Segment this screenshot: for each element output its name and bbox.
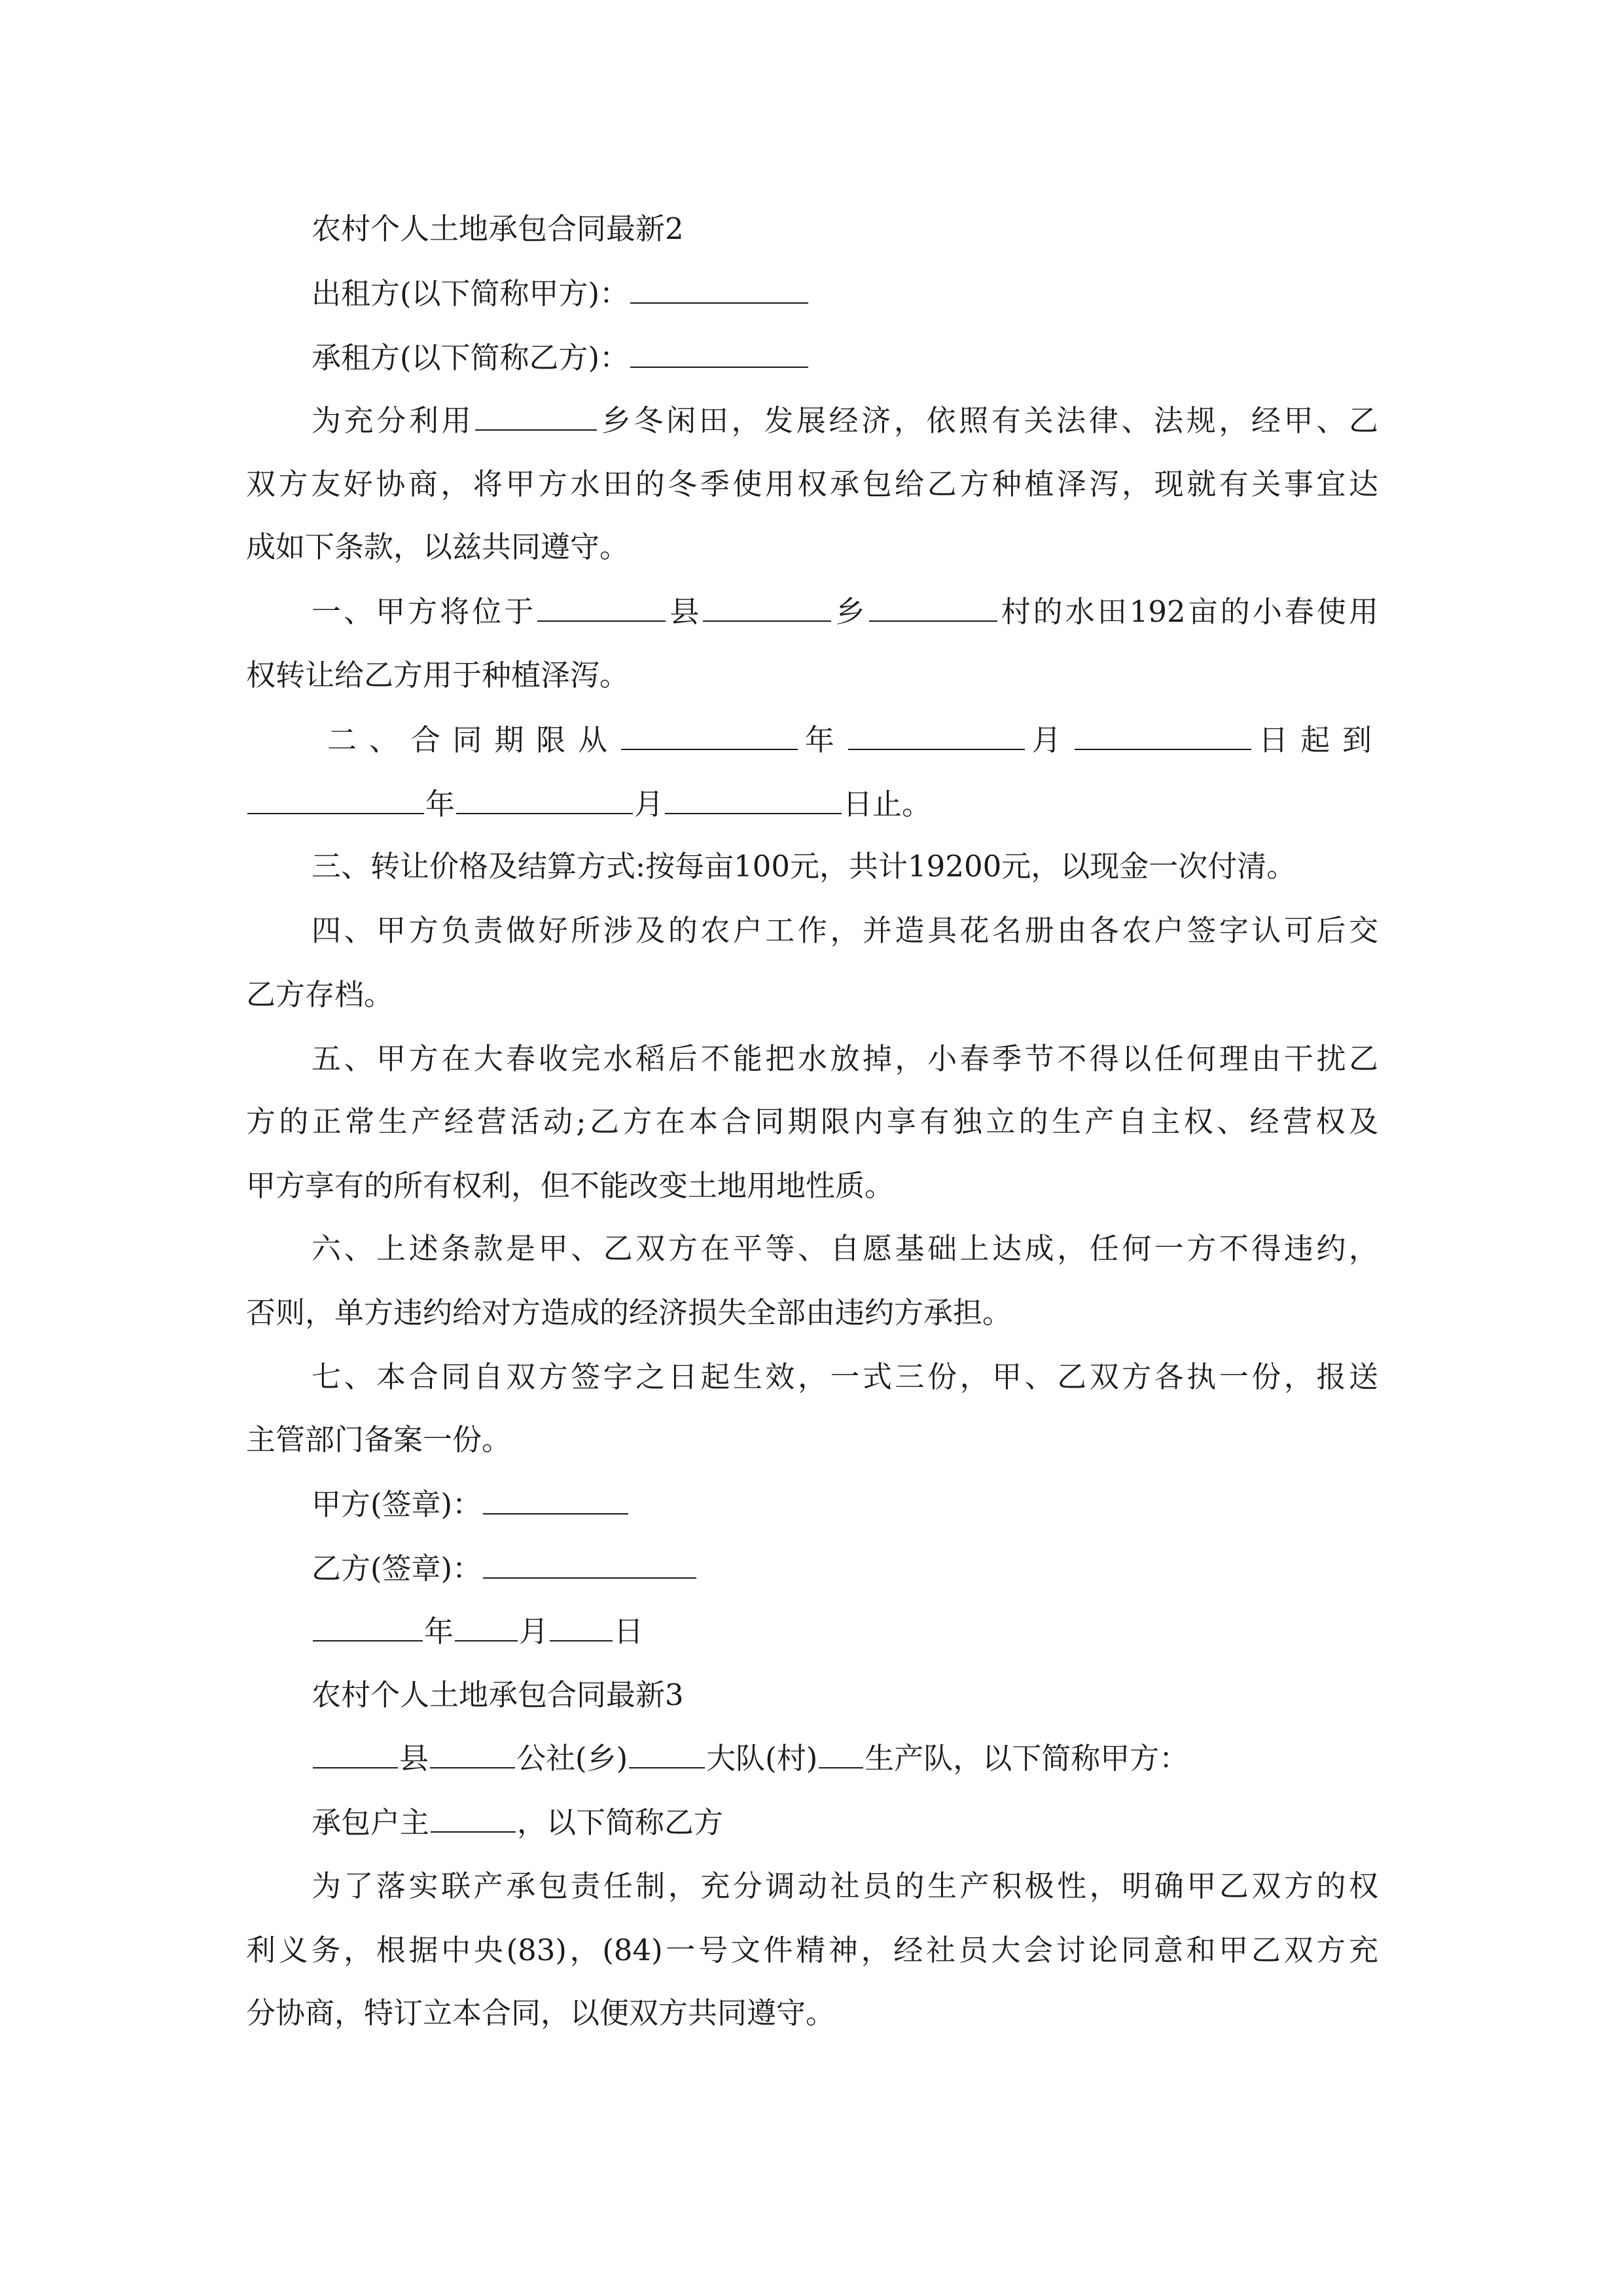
sign-b-label: 乙方(签章)： (312, 1551, 482, 1586)
intro-line-3: 分协商，特订立本合同，以便双方共同遵守。 (246, 1996, 836, 2030)
date-year-blank[interactable] (313, 1611, 423, 1641)
clause-2-line-2: 年 月 日止。 (246, 784, 1378, 824)
lessee-line (312, 338, 1378, 378)
lessee-blank[interactable] (630, 338, 808, 368)
section-3-header: 县 公社(乡) 大队(村) 生产队，以下简称甲方： (312, 1738, 1378, 1778)
sign-a-line (312, 1484, 1378, 1524)
clause-6-line-1: 六、上述条款是甲、乙双方在平等、自愿基础上达成，任何一方不得违约， (312, 1231, 1378, 1266)
clause-7-line-1: 七、本合同自双方签字之日起生效，一式三份，甲、乙双方各执一份，报送 (312, 1359, 1378, 1394)
team-blank[interactable] (819, 1738, 863, 1768)
intro-line-1: 为了落实联产承包责任制，充分调动社员的生产积极性，明确甲乙双方的权 (312, 1869, 1378, 1903)
clause-5-line-1: 五、甲方在大春收完水稻后不能把水放掉，小春季节不得以任何理由干扰乙 (312, 1041, 1378, 1076)
clause-4-line-2: 乙方存档。 (246, 977, 394, 1012)
clause-2-line-1: 二、合同期限从 年 月 日起到 (327, 720, 1378, 760)
end-day-blank[interactable] (665, 784, 842, 814)
sign-b-blank[interactable] (483, 1549, 696, 1579)
lessor-blank[interactable] (630, 274, 808, 304)
date-day-blank[interactable] (550, 1611, 613, 1641)
county-blank[interactable] (537, 592, 666, 622)
contractor-blank[interactable] (431, 1803, 516, 1833)
section-3-title: 农村个人土地承包合同最新3 (312, 1677, 684, 1712)
sign-a-blank[interactable] (483, 1484, 628, 1515)
date-line: 年 月 日 (312, 1611, 1378, 1651)
lessee-label: 承租方(以下简称乙方)： (312, 340, 630, 375)
preamble-line-1: 为充分利用 乡冬闲田，发展经济，依照有关法律、法规，经甲、乙 (312, 401, 1378, 440)
date-month-blank[interactable] (455, 1611, 518, 1641)
start-day-blank[interactable] (1075, 720, 1251, 750)
clause-1-line-2: 权转让给乙方用于种植泽泻。 (246, 658, 630, 692)
commune-blank[interactable] (430, 1738, 515, 1768)
section-title: 农村个人土地承包合同最新2 (312, 211, 684, 246)
preamble-line-3: 成如下条款，以兹共同遵守。 (246, 529, 630, 564)
town-blank[interactable] (703, 592, 831, 622)
clause-5-line-3: 甲方享有的所有权利，但不能改变土地用地性质。 (246, 1168, 895, 1203)
sign-b-line (312, 1549, 1378, 1588)
county-name-blank[interactable] (313, 1738, 398, 1768)
lessor-label: 出租方(以下简称甲方)： (312, 276, 630, 311)
village-blank[interactable] (869, 592, 997, 622)
clause-1-line-1: 一、甲方将位于 县 乡 村的水田192亩的小春使用 (312, 592, 1378, 632)
clause-7-line-2: 主管部门备案一份。 (246, 1422, 512, 1457)
contractor-line: 承包户主 ，以下简称乙方 (312, 1803, 1378, 1842)
preamble-line-2: 双方友好协商，将甲方水田的冬季使用权承包给乙方种植泽泻，现就有关事宜达 (246, 467, 1378, 501)
township-blank[interactable] (475, 401, 597, 431)
brigade-blank[interactable] (629, 1738, 705, 1768)
intro-line-2: 利义务，根据中央(83)，(84)一号文件精神，经社员大会讨论同意和甲乙双方充 (246, 1933, 1378, 1967)
clause-6-line-2: 否则，单方违约给对方造成的经济损失全部由违约方承担。 (246, 1295, 1012, 1330)
clause-5-line-2: 方的正常生产经营活动;乙方在本合同期限内享有独立的生产自主权、经营权及 (246, 1104, 1378, 1139)
sign-a-label: 甲方(签章)： (312, 1487, 482, 1522)
start-month-blank[interactable] (848, 720, 1025, 750)
lessor-line (312, 274, 1378, 314)
clause-4-line-1: 四、甲方负责做好所涉及的农户工作，并造具花名册由各农户签字认可后交 (312, 913, 1378, 948)
start-year-blank[interactable] (621, 720, 798, 750)
end-year-blank[interactable] (247, 784, 424, 814)
end-month-blank[interactable] (456, 784, 633, 814)
clause-3: 三、转让价格及结算方式:按每亩100元，共计19200元，以现金一次付清。 (312, 849, 1296, 884)
